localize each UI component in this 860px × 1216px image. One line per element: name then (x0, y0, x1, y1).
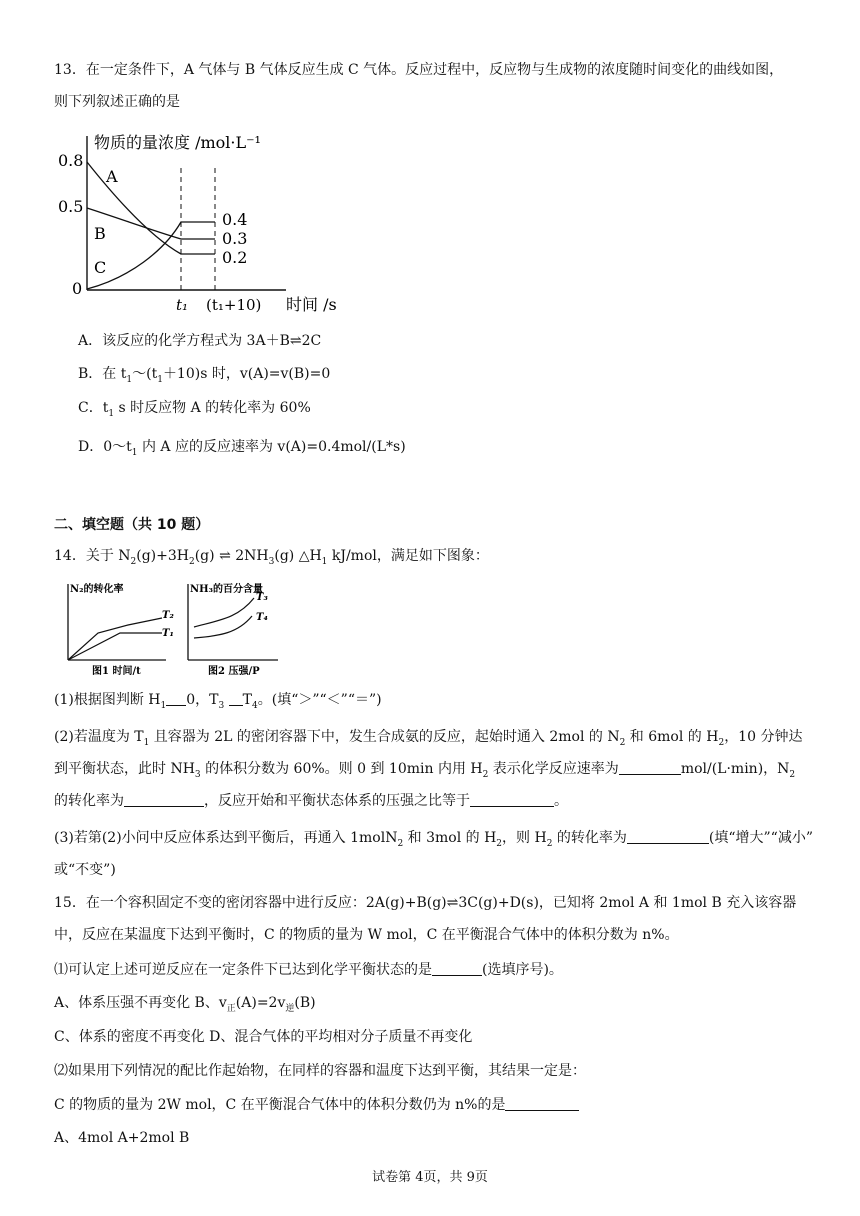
x-axis-label: 时间 /s (286, 295, 337, 314)
series-B-curve (87, 208, 215, 239)
answer-blank (627, 829, 709, 844)
q15-choices-ab: A、体系压强不再变化 B、$v_正(A)=2v_逆(B)$ (54, 995, 316, 1014)
y-axis-label: 物质的量浓度 /mol·L⁻¹ (94, 133, 261, 152)
xtick-t1-plus-10: (t₁+10) (206, 296, 262, 314)
answer-blank (470, 792, 554, 807)
answer-blank (619, 760, 681, 775)
fig1-ylabel: N₂的转化率 (70, 584, 124, 595)
q14-part2-line2: 到平衡状态，此时 $NH_3$ 的体积分数为 60%。则 0 到 10min 内用 $H_2$ 表示化学反应速率为 mol/(L·min)，$N_2$ (54, 761, 796, 780)
q13-chart (54, 128, 374, 318)
value-label-0.4: 0.4 (222, 210, 248, 229)
label-T4: T₄ (256, 612, 268, 623)
label-T1: T₁ (162, 628, 174, 639)
q13-option-c: C．$t_1$ s 时反应物 A 的转化率为 60% (78, 400, 311, 419)
q14-part2-line3: 的转化率为 ，反应开始和平衡状态体系的压强之比等于 。 (54, 793, 568, 809)
q15-part2-condition: C 的物质的量为 2W mol，C 在平衡混合气体中的体积分数仍为 n%的是 (54, 1095, 579, 1115)
ytick-0: 0 (72, 279, 83, 298)
q14-figure-2 (180, 578, 298, 678)
q14-part3-line1: (3)若第(2)小问中反应体系达到平衡后，再通入 1molN$_2$ 和 3mol 的 $H_2$，则 $H_2$ 的转化率为 (填“增大”“减小” (54, 830, 813, 849)
value-label-0.3: 0.3 (222, 229, 248, 248)
q14-stem: 14．关于 $N_2(g)+3H_2(g)$ ⇌ $2NH_3(g)$ $\triangle H_1$ kJ/mol，满足如下图象： (54, 548, 489, 567)
curve-T1 (68, 633, 162, 660)
answer-blank (229, 691, 243, 706)
q13-option-a: A．该反应的化学方程式为 3A＋B⇌2C (78, 333, 322, 349)
series-B-label: B (94, 224, 106, 243)
q13-option-d: D．$0\sim t_1$ 内 A 应的反应速率为 v(A)=0.4mol/(L*s) (78, 439, 406, 458)
section-2-title: 二、填空题（共 10 题） (54, 517, 210, 533)
ytick-0.5: 0.5 (58, 197, 84, 216)
label-T3: T₃ (256, 592, 268, 603)
series-A-label: A (106, 167, 118, 186)
q13-stem-line2: 则下列叙述正确的是 (54, 94, 180, 110)
answer-blank (166, 691, 186, 706)
xtick-t1: t₁ (176, 296, 189, 314)
label-T2: T₂ (162, 610, 174, 621)
q15-part1: ⑴可认定上述可逆反应在一定条件下已达到化学平衡状态的是 (选填序号)。 (54, 962, 563, 978)
q15-stem-line2: 中，反应在某温度下达到平衡时，C 的物质的量为 W mol，C 在平衡混合气体中的体积分数为 n%。 (54, 927, 679, 943)
q13-option-b: B．在 $t_1\sim(t_1+10)s$ 时，v(A)=v(B)=0 (78, 366, 331, 385)
fig1-caption: 图1 时间/t (92, 666, 141, 677)
series-C-label: C (94, 258, 107, 277)
q14-part1: (1)根据图判断 $H_1$ 0，$T_3$ $T_4$。(填“＞”“＜”“＝”) (54, 692, 382, 711)
ytick-0.8: 0.8 (58, 151, 84, 170)
q14-part2-line1: (2)若温度为 $T_1$ 且容器为 2L 的密闭容器下中，发生合成氨的反应，起始时通入 2mol 的 $N_2$ 和 6mol 的 $H_2$，10 分钟达 (54, 729, 803, 748)
q13-stem-line1: 13．在一定条件下，A 气体与 B 气体反应生成 C 气体。反应过程中，反应物与生成物的浓度随时间变化的曲线如图， (54, 62, 784, 78)
answer-blank (432, 961, 482, 976)
q15-option-a: A、4mol A+2mol B (54, 1130, 190, 1146)
curve-T2 (68, 618, 162, 660)
q14-part3-line2: 或“不变”) (54, 862, 116, 878)
answer-blank (124, 792, 204, 807)
fig2-ylabel: NH₃的百分含量 (190, 584, 263, 595)
q15-stem-line1: 15．在一个容积固定不变的密闭容器中进行反应：2A(g)+B(g)⇌3C(g)+D(s)，已知将 2mol A 和 1mol B 充入该容器 (54, 895, 797, 911)
q15-part2: ⑵如果用下列情况的配比作起始物，在同样的容器和温度下达到平衡，其结果一定是： (54, 1063, 586, 1079)
value-label-0.2: 0.2 (222, 248, 248, 267)
page-footer: 试卷第 4页，共 9页 (372, 1170, 488, 1185)
q15-choices-cd: C、体系的密度不再变化 D、混合气体的平均相对分子质量不再变化 (54, 1029, 473, 1045)
answer-blank (505, 1096, 579, 1111)
q14-figure-1 (58, 578, 176, 678)
fig2-caption: 图2 压强/P (208, 666, 260, 677)
